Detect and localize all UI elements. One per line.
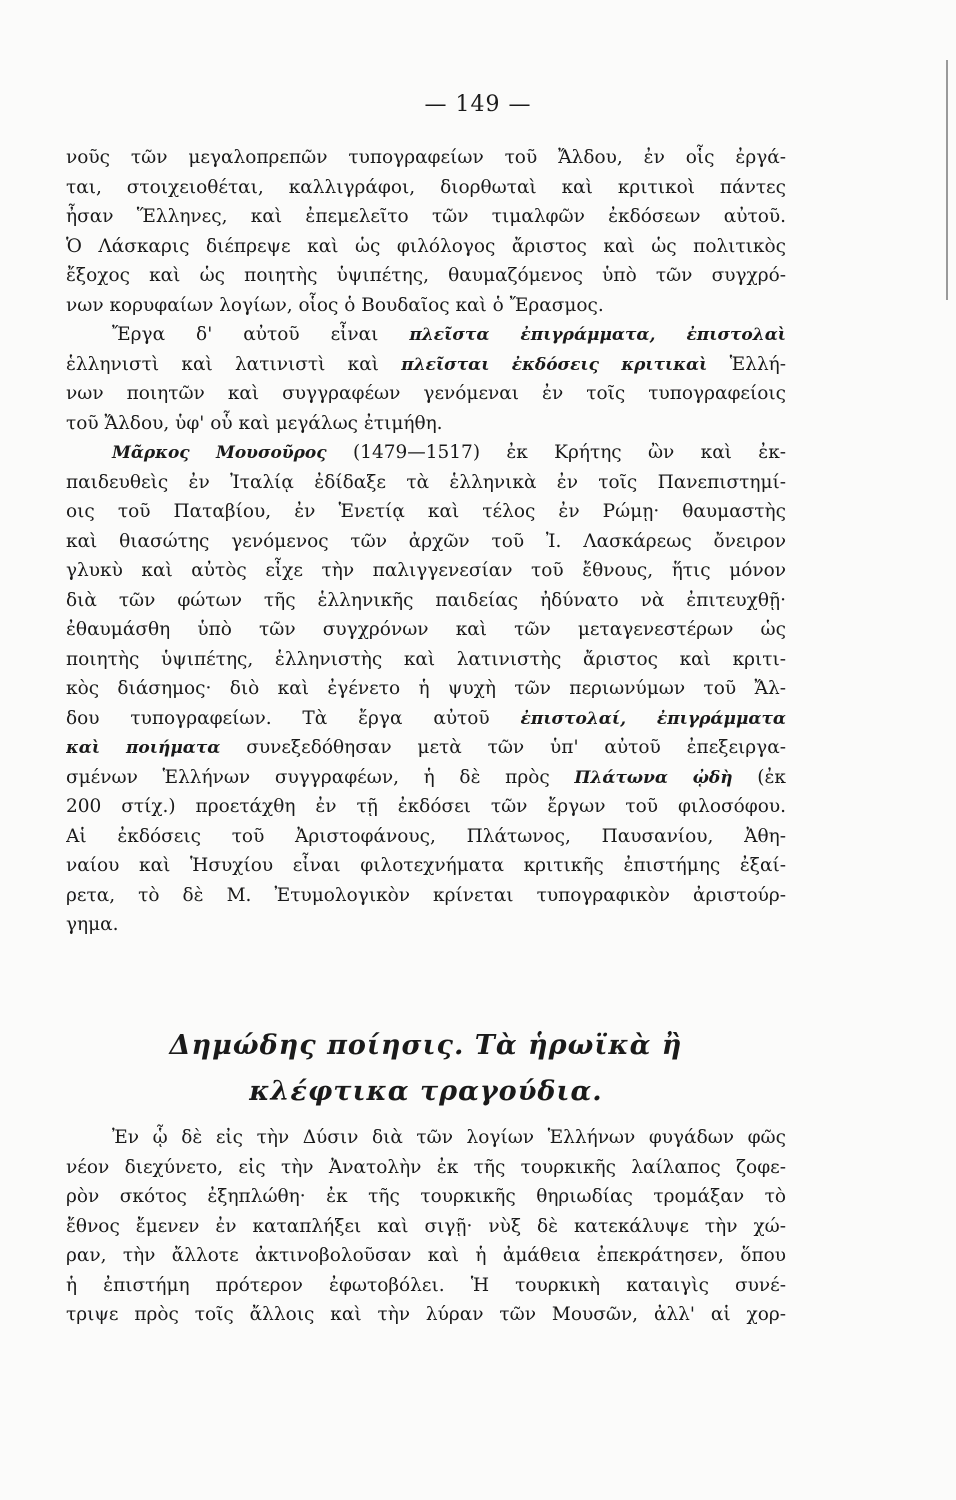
text-line: ἦσαν Ἕλληνες, καὶ ἐπεμελεῖτο τῶν τιμαλφῶν ἐκδόσεων αὐτοῦ. (66, 206, 786, 227)
text-line: ραν, τὴν ἄλλοτε ἀκτινοβολοῦσαν καὶ ἡ ἀμάθεια ἐπεκράτησεν, ὅπου (66, 1245, 786, 1266)
text-line: καὶ θιασώτης γενόμενος τῶν ἀρχῶν τοῦ Ἰ. Λασκάρεως ὄνειρον (66, 530, 786, 552)
text-line: γλυκὺ καὶ αὐτὸς εἶχε τὴν παλιγγενεσίαν τοῦ ἔθνους, ἥτις μόνον (66, 560, 786, 581)
text-line: νων κορυφαίων λογίων, οἷος ὁ Βουδαῖος καὶ ὁ Ἔρασμος. (66, 294, 604, 316)
text-run: Ἔργα δ' αὐτοῦ εἶναι (112, 324, 410, 345)
text-line: νων ποιητῶν καὶ συγγραφέων γενόμεναι ἐν τοῖς τυπογραφείοις (66, 383, 786, 404)
emphasis-run: ἐπιστολαί, ἐπιγράμματα (520, 708, 786, 729)
text-line: ἔθνος ἔμενεν ἐν καταπλήξει καὶ σιγῇ· νὺξ δὲ κατεκάλυψε τὴν χώ- (66, 1215, 786, 1237)
text-run: συνεξεδόθησαν μετὰ τῶν ὑπ' αὐτοῦ ἐπεξειργα- (220, 737, 786, 758)
text-line: Ὁ Λάσκαρις διέπρεψε καὶ ὡς φιλόλογος ἄριστος καὶ ὡς πολιτικὸς (66, 235, 786, 257)
text-line: νοῦς τῶν μεγαλοπρεπῶν τυπογραφείων τοῦ Ἄλδου, ἐν οἷς ἐργά- (66, 147, 786, 168)
text-line: ρὸν σκότος ἐξηπλώθη· ἐκ τῆς τουρκικῆς θηριωδίας τρομάξαν τὸ (66, 1186, 786, 1207)
text-line: ἐθαυμάσθη ὑπὸ τῶν συγχρόνων καὶ τῶν μεταγενεστέρων ὡς (66, 619, 786, 640)
page-number: — 149 — (424, 92, 532, 117)
emphasis-run: καὶ ποιήματα (66, 738, 221, 758)
text-line (66, 704, 786, 734)
main-text-upper (66, 143, 786, 940)
text-run: (ἐκ (732, 766, 786, 788)
emphasis-run: Μᾶρκος Μουσοῦρος (112, 443, 327, 463)
text-run: δου τυπογραφείων. Τὰ ἔργα αὐτοῦ (66, 707, 521, 729)
emphasis-run: πλεῖσται ἐκδόσεις κριτικαὶ (401, 354, 708, 375)
text-line: 200 στίχ.) προετάχθη ἐν τῇ ἐκδόσει τῶν ἔργων τοῦ φιλοσόφου. (66, 796, 786, 817)
text-line: νέον διεχύνετο, εἰς τὴν Ἀνατολὴν ἐκ τῆς τουρκικῆς λαίλαπος ζοφε- (66, 1156, 786, 1178)
emphasis-run: Πλάτωνα ᾠδὴ (574, 767, 733, 788)
text-run: σμένων Ἑλλήνων συγγραφέων, ἡ δὲ πρὸς (66, 766, 575, 788)
text-line: Αἱ ἐκδόσεις τοῦ Ἀριστοφάνους, Πλάτωνος, Παυσανίου, Ἀθη- (66, 825, 786, 847)
text-line: ἔξοχος καὶ ὡς ποιητὴς ὑψιπέτης, θαυμαζόμενος ὑπὸ τῶν συγχρό- (66, 265, 786, 286)
emphasis-run: πλεῖστα ἐπιγράμματα, ἐπιστολαὶ (409, 325, 786, 345)
text-line (66, 733, 786, 763)
text-line: ναίου καὶ Ἡσυχίου εἶναι φιλοτεχνήματα κριτικῆς ἐπιστήμης ἐξαί- (66, 855, 786, 876)
text-line: τριψε πρὸς τοῖς ἄλλοις καὶ τὴν λύραν τῶν Μουσῶν, ἀλλ' αἱ χορ- (66, 1304, 786, 1325)
text-line: ρετα, τὸ δὲ Μ. Ἐτυμολογικὸν κρίνεται τυπογραφικὸν ἀριστούρ- (66, 884, 786, 906)
main-text-lower (66, 1123, 786, 1330)
text-run: ἑλληνιστὶ καὶ λατινιστὶ καὶ (66, 353, 402, 375)
text-line (66, 350, 786, 380)
text-line: παιδευθεὶς ἐν Ἰταλίᾳ ἐδίδαξε τὰ ἑλληνικὰ ἐν τοῖς Πανεπιστημί- (66, 471, 786, 493)
text-run: Ἑλλή- (707, 353, 786, 375)
text-line: κὸς διάσημος· διὸ καὶ ἐγένετο ἡ ψυχὴ τῶν περιωνύμων τοῦ Ἄλ- (66, 678, 786, 699)
text-run: (1479—1517) ἐκ Κρήτης ὢν καὶ ἐκ- (326, 442, 786, 463)
text-line: ἡ ἐπιστήμη πρότερον ἐφωτοβόλει. Ἡ τουρκικὴ καταιγὶς συνέ- (66, 1274, 786, 1296)
text-line: ται, στοιχειοθέται, καλλιγράφοι, διορθωταὶ καὶ κριτικοὶ πάντες (66, 176, 786, 198)
section-heading: Δημώδης ποίησις. Τὰ ἡρωϊκὰ ἢ (169, 1030, 683, 1061)
text-line: οις τοῦ Παταβίου, ἐν Ἑνετίᾳ καὶ τέλος ἐν Ρώμῃ· θαυμαστὴς (66, 501, 786, 522)
text-line (66, 438, 786, 468)
text-line (66, 320, 786, 350)
scan-margin-mark (946, 60, 948, 300)
text-line (66, 763, 786, 793)
text-line: γημα. (66, 914, 119, 935)
text-line: τοῦ Ἄλδου, ὑφ' οὗ καὶ μεγάλως ἐτιμήθη. (66, 412, 443, 434)
text-line: Ἐν ᾧ δὲ εἰς τὴν Δύσιν διὰ τῶν λογίων Ἑλλήνων φυγάδων φῶς (112, 1127, 786, 1148)
section-heading: κλέφτικα τραγούδια. (249, 1076, 603, 1107)
text-line: ποιητὴς ὑψιπέτης, ἑλληνιστὴς καὶ λατινιστὴς ἄριστος καὶ κριτι- (66, 648, 786, 670)
text-line: διὰ τῶν φώτων τῆς ἑλληνικῆς παιδείας ἠδύνατο νὰ ἐπιτευχθῇ· (66, 589, 786, 611)
